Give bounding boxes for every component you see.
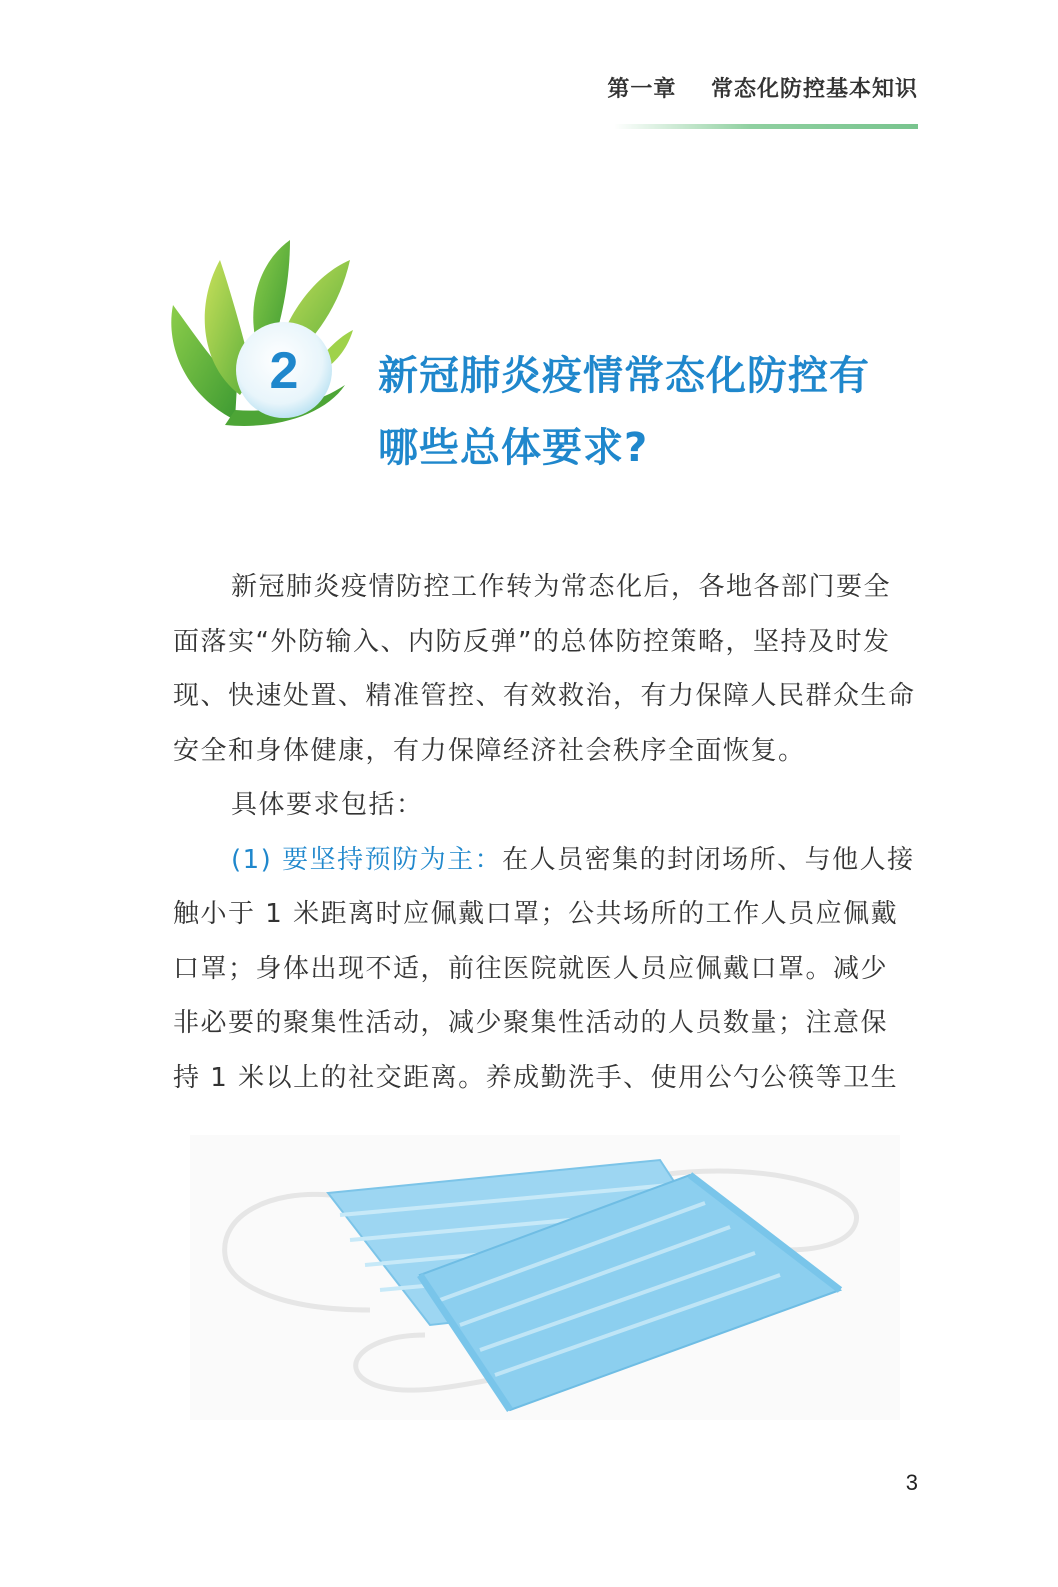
section-number: 2 bbox=[269, 342, 299, 400]
section-title bbox=[378, 340, 938, 484]
section-title-line-1: 新冠肺炎疫情常态化防控有 bbox=[378, 353, 870, 399]
paragraph-line: 非必要的聚集性活动，减少聚集性活动的人员数量；注意保 bbox=[173, 1008, 889, 1038]
paragraph-line: 现、快速处置、精准管控、有效救治，有力保障人民群众生命 bbox=[173, 681, 916, 711]
header-rule bbox=[614, 124, 918, 129]
paragraph-line: 面落实“外防输入、内防反弹”的总体防控策略，坚持及时发 bbox=[173, 626, 891, 657]
paragraph-line: 持 1 米以上的社交距离。养成勤洗手、使用公勺公筷等卫生 bbox=[173, 1062, 899, 1093]
chapter-label: 第一章 bbox=[607, 77, 677, 102]
surgical-masks-image bbox=[190, 1135, 900, 1420]
paragraph-line: 安全和身体健康，有力保障经济社会秩序全面恢复。 bbox=[173, 735, 806, 766]
page-number: 3 bbox=[905, 1470, 918, 1495]
chapter-title: 常态化防控基本知识 bbox=[710, 77, 918, 102]
body-text bbox=[173, 560, 923, 1105]
paragraph-line: 口罩；身体出现不适，前往医院就医人员应佩戴口罩。减少 bbox=[173, 953, 889, 984]
mask-photo bbox=[190, 1135, 900, 1420]
running-header bbox=[607, 72, 918, 103]
requirement-text: 在人员密集的封闭场所、与他人接 bbox=[502, 844, 915, 875]
requirement-label: (1) 要坚持预防为主： bbox=[231, 844, 503, 875]
paragraph-line: 新冠肺炎疫情防控工作转为常态化后，各地各部门要全 bbox=[231, 572, 892, 602]
paragraph-line: 具体要求包括： bbox=[231, 790, 424, 820]
section-title-line-2: 哪些总体要求? bbox=[378, 425, 649, 471]
paragraph-line: 触小于 1 米距离时应佩戴口罩；公共场所的工作人员应佩戴 bbox=[173, 899, 899, 929]
paragraph-line bbox=[173, 833, 923, 888]
